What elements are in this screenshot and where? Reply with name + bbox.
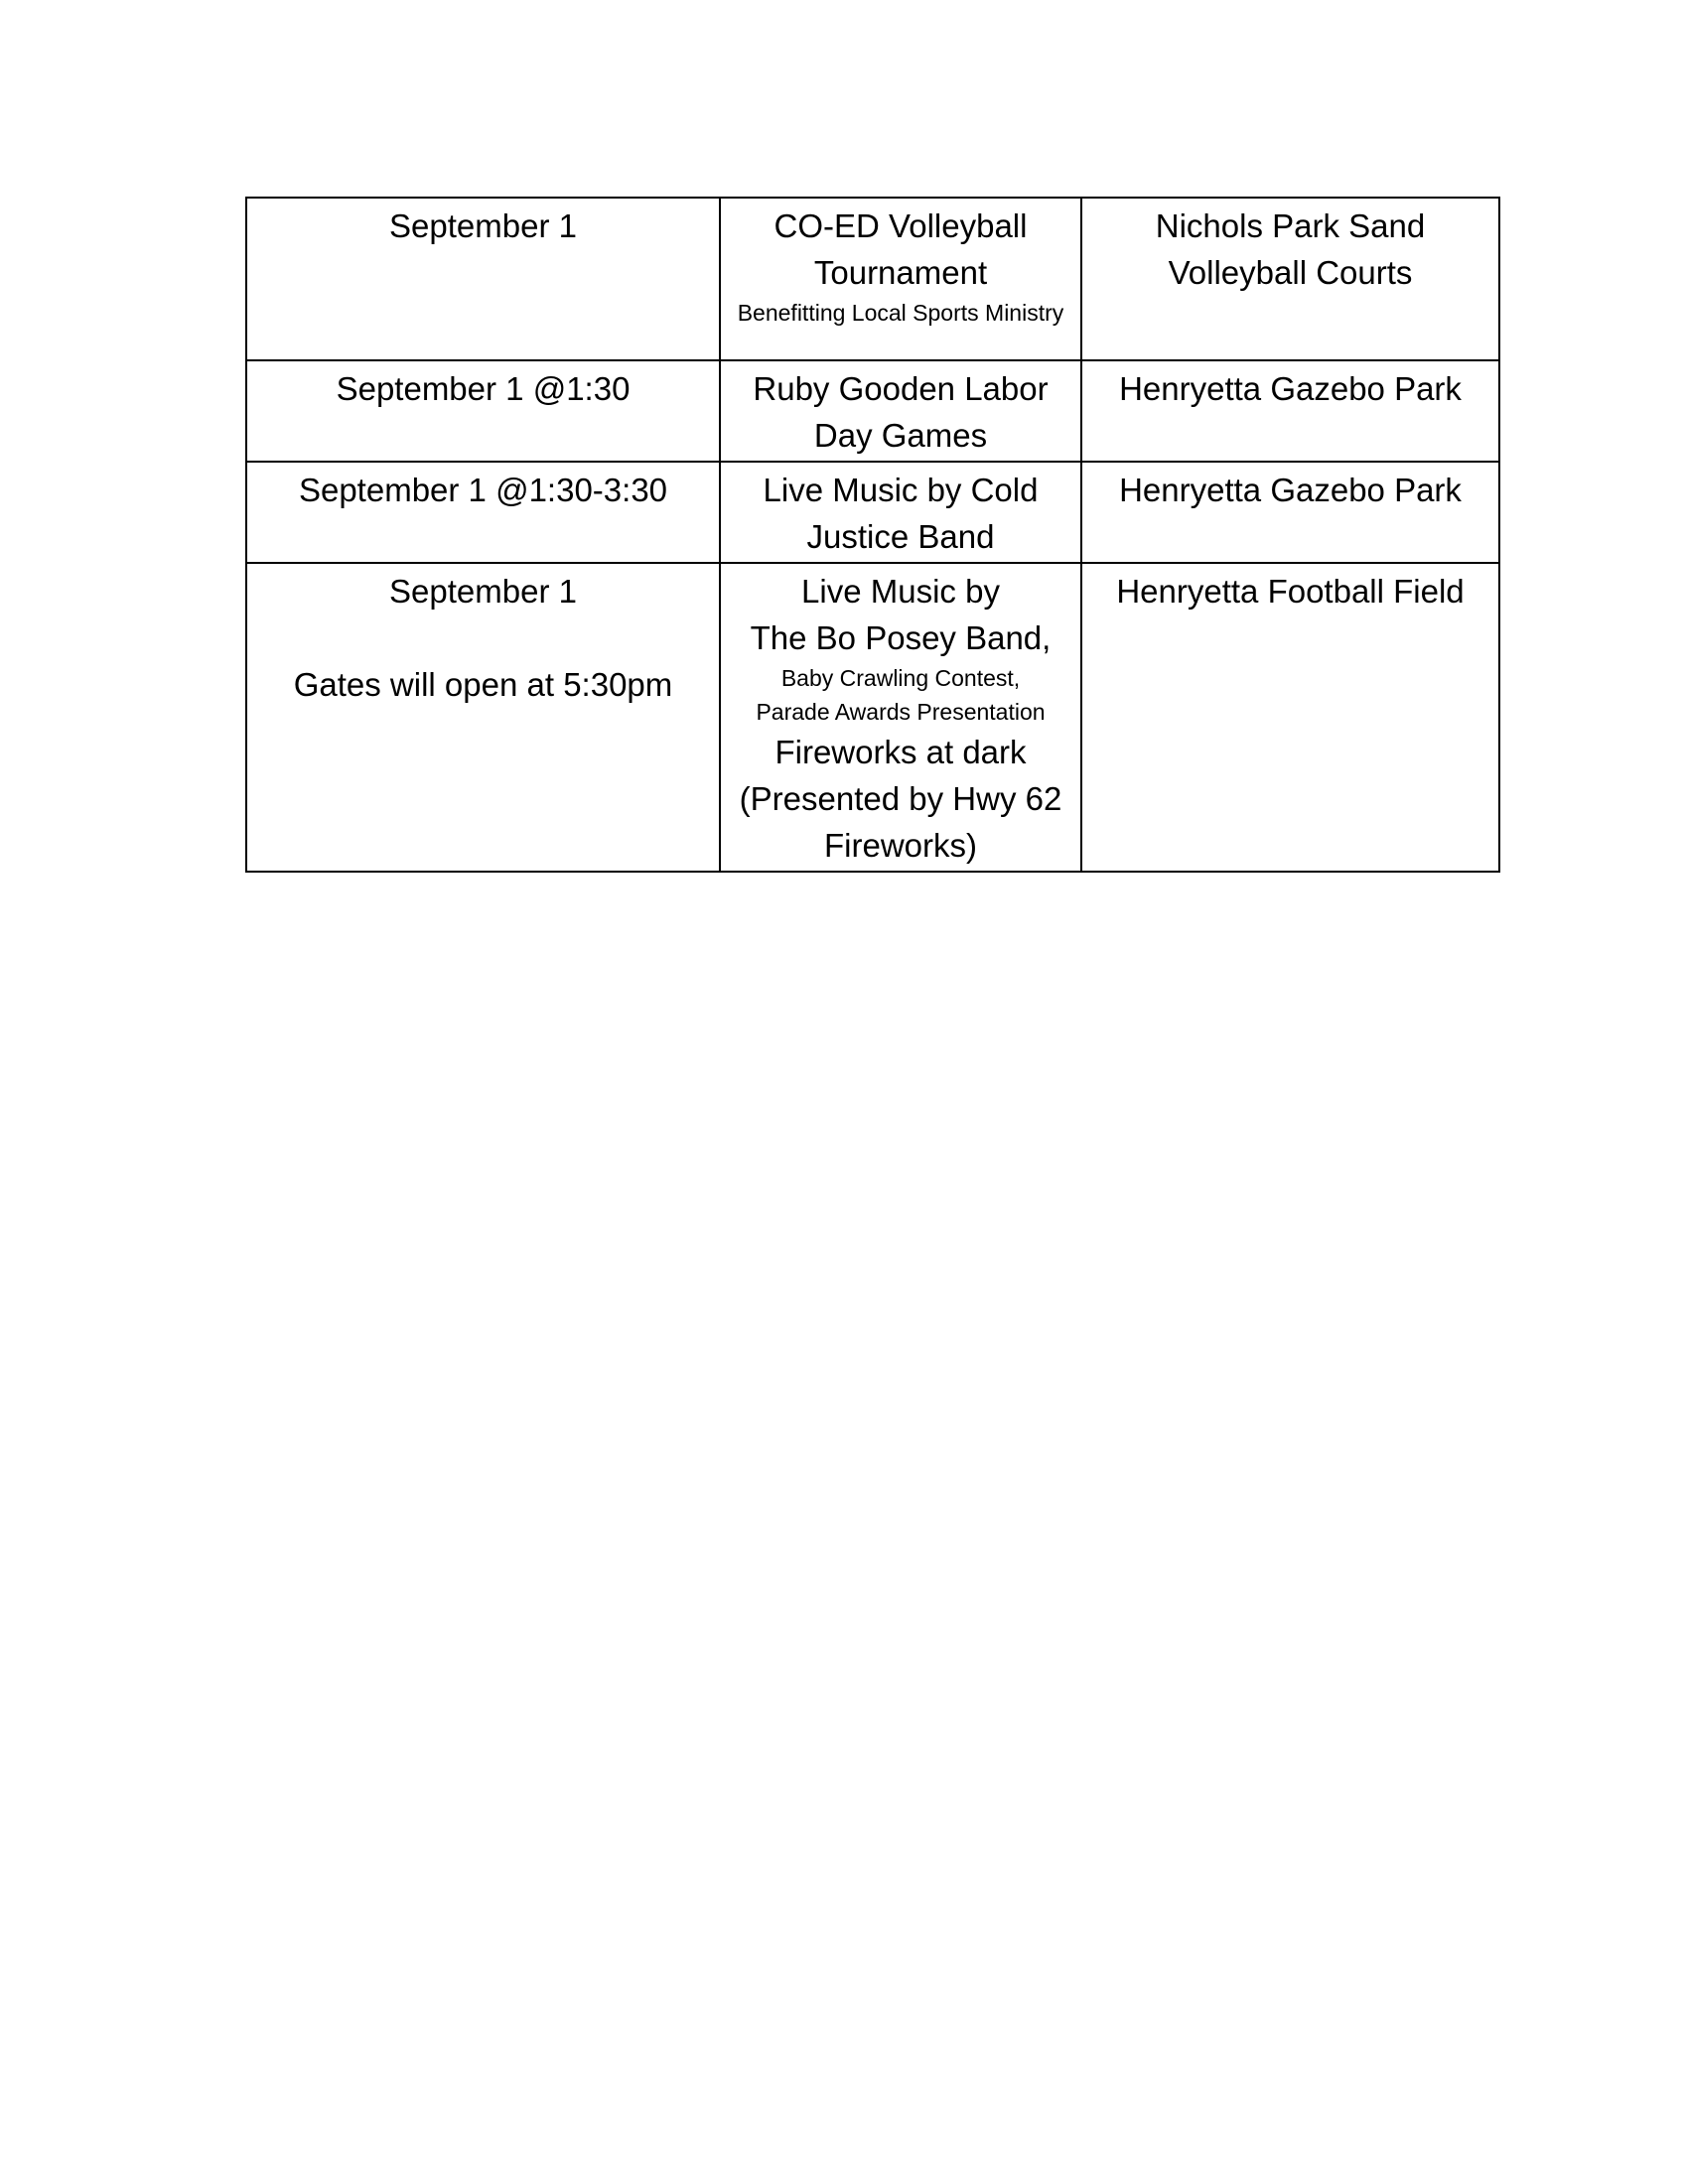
table-row: [246, 462, 1499, 563]
event-cell: [720, 563, 1081, 872]
date-cell: [246, 462, 720, 563]
event-location: Henryetta Football Field: [1116, 573, 1465, 610]
event-cell: [720, 198, 1081, 360]
table-row: [246, 563, 1499, 872]
event-location: Nichols Park Sand Volleyball Courts: [1155, 207, 1426, 291]
event-name: Ruby Gooden Labor Day Games: [753, 370, 1049, 454]
event-date: September 1: [389, 573, 577, 610]
location-cell: [1081, 462, 1499, 563]
event-cell: [720, 360, 1081, 462]
date-cell: [246, 198, 720, 360]
location-cell: [1081, 563, 1499, 872]
date-cell: [246, 360, 720, 462]
event-date: September 1 @1:30: [336, 370, 631, 407]
table-row: [246, 198, 1499, 360]
date-note: Gates will open at 5:30pm: [293, 666, 673, 703]
event-name-line: Fireworks at dark (Presented by Hwy 62 Fireworks): [739, 734, 1062, 864]
event-cell: [720, 462, 1081, 563]
event-schedule-table: [245, 197, 1500, 873]
event-name: Live Music by Cold Justice Band: [763, 472, 1039, 555]
date-cell: [246, 563, 720, 872]
location-cell: [1081, 198, 1499, 360]
event-name-line: The Bo Posey Band,: [750, 619, 1052, 656]
location-cell: [1081, 360, 1499, 462]
spacer: [255, 614, 711, 661]
event-name: CO-ED Volleyball Tournament: [774, 207, 1028, 291]
event-name-line: Live Music by: [801, 573, 1000, 610]
event-date: September 1: [389, 207, 577, 244]
event-location: Henryetta Gazebo Park: [1119, 472, 1462, 508]
table-row: [246, 360, 1499, 462]
event-note: Benefitting Local Sports Ministry: [737, 300, 1064, 326]
event-note: Parade Awards Presentation: [756, 699, 1046, 725]
event-note: Baby Crawling Contest,: [780, 665, 1021, 691]
event-location: Henryetta Gazebo Park: [1119, 370, 1462, 407]
event-date: September 1 @1:30-3:30: [298, 472, 668, 508]
